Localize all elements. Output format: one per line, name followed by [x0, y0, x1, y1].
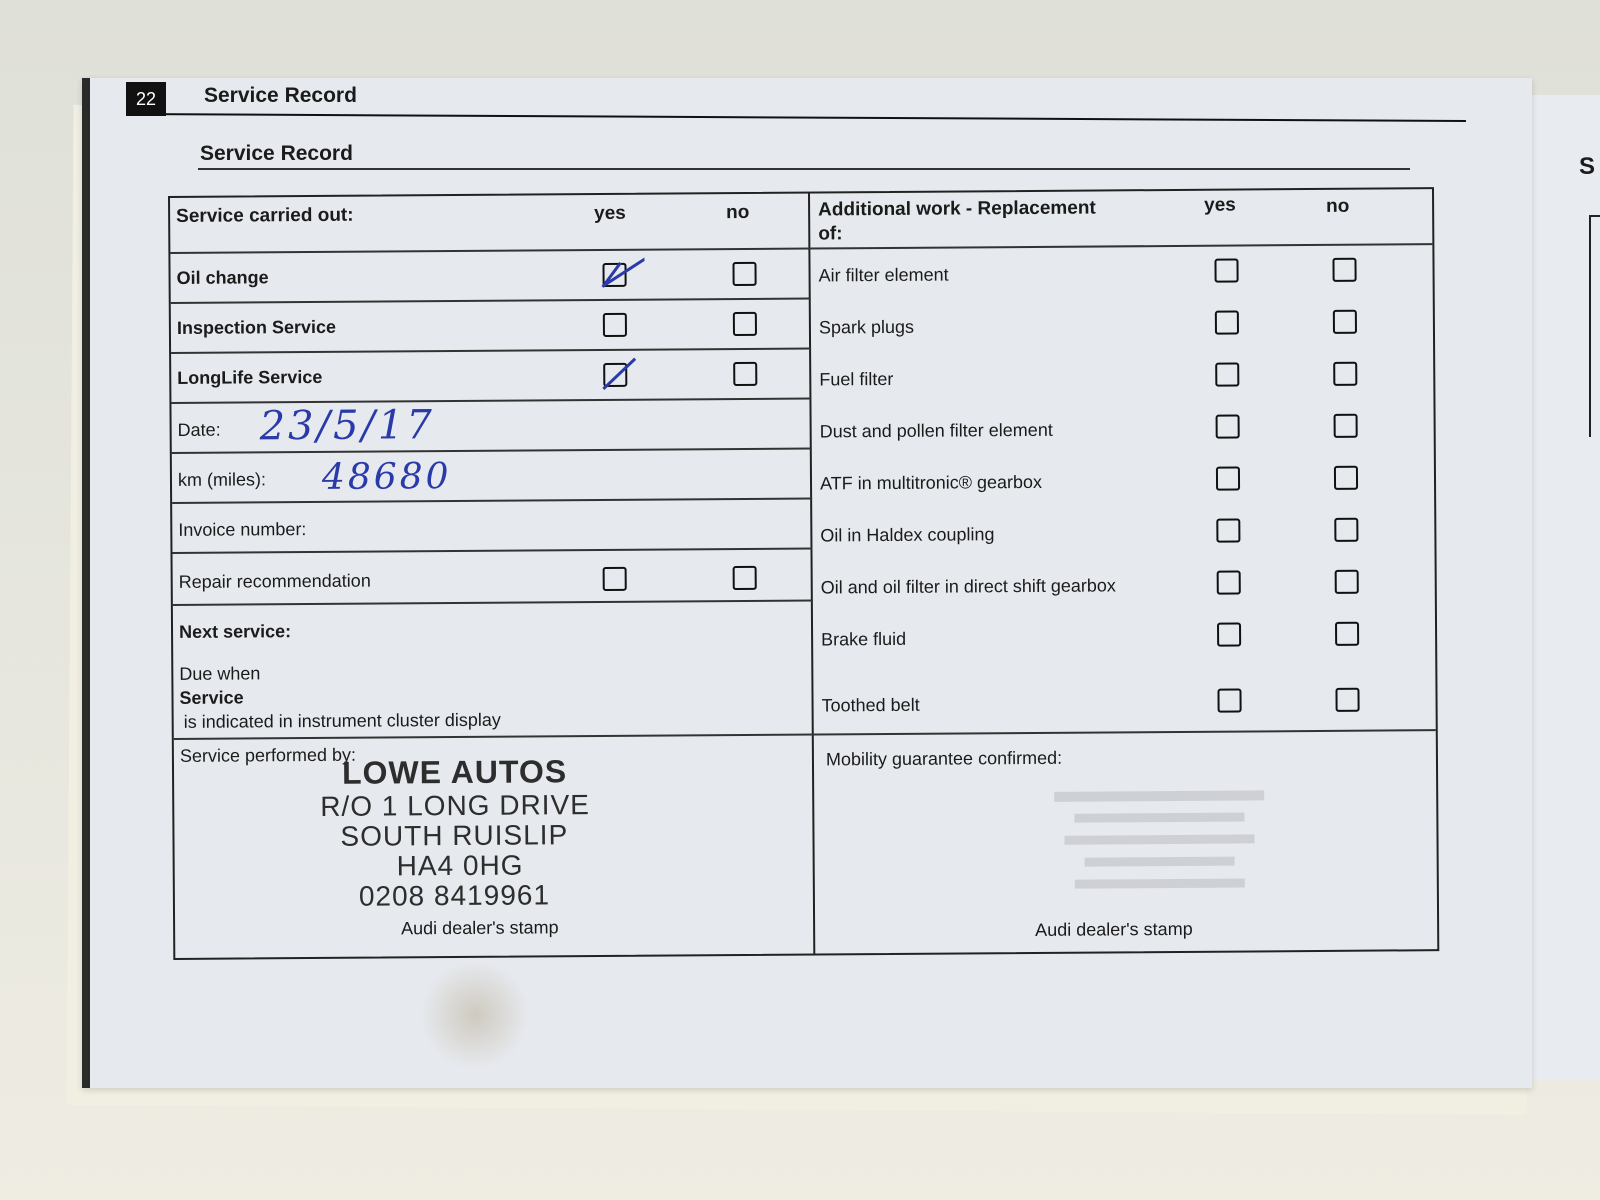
rule	[171, 348, 811, 354]
oil-change-yes-checkbox[interactable]	[602, 263, 626, 287]
page-number: 22	[126, 82, 166, 116]
atf-no-checkbox[interactable]	[1334, 466, 1358, 490]
page-spine	[82, 78, 90, 1088]
stamp-line-3: SOUTH RUISLIP	[340, 819, 569, 852]
item-atf-multitronic: ATF in multitronic® gearbox	[819, 471, 1043, 494]
indicated-label: is indicated in instrument cluster display	[183, 709, 501, 732]
check-mark-icon	[601, 353, 645, 397]
left-header-label: Service carried out:	[176, 204, 354, 227]
item-fuel-filter: Fuel filter	[819, 368, 894, 390]
atf-yes-checkbox[interactable]	[1216, 467, 1240, 491]
left-header-yes: yes	[594, 202, 626, 225]
item-toothed-belt: Toothed belt	[821, 694, 920, 716]
service-form	[168, 187, 1439, 960]
item-dsg-oil: Oil and oil filter in direct shift gearbox	[820, 575, 1116, 598]
item-haldex-oil: Oil in Haldex coupling	[820, 524, 995, 546]
performed-by-label: Service performed by:	[179, 744, 357, 766]
right-header-no: no	[1326, 195, 1350, 217]
due-when-label: Due when	[179, 663, 261, 684]
stamp-line-5: 0208 8419961	[358, 879, 551, 912]
longlife-yes-checkbox[interactable]	[603, 363, 627, 387]
mobility-label: Mobility guarantee confirmed:	[825, 747, 1063, 770]
rule	[170, 248, 810, 254]
section-rule	[198, 168, 1410, 170]
right-stamp-caption: Audi dealer's stamp	[1035, 918, 1193, 940]
right-header-label-2: of:	[818, 223, 843, 245]
item-dust-pollen-filter: Dust and pollen filter element	[819, 419, 1053, 442]
inspection-no-checkbox[interactable]	[733, 312, 757, 336]
inspection-yes-checkbox[interactable]	[603, 313, 627, 337]
right-header-yes: yes	[1204, 194, 1236, 216]
rule	[173, 600, 813, 606]
haldex-no-checkbox[interactable]	[1334, 518, 1358, 542]
stamp-line-2: R/O 1 LONG DRIVE	[320, 789, 590, 822]
service-label: Service	[179, 687, 244, 708]
rule	[172, 548, 812, 554]
dsg-no-checkbox[interactable]	[1335, 570, 1359, 594]
spark-plugs-yes-checkbox[interactable]	[1215, 311, 1239, 335]
brake-fluid-no-checkbox[interactable]	[1335, 622, 1359, 646]
row-label-inspection-service: Inspection Service	[176, 316, 337, 338]
row-label-longlife-service: LongLife Service	[177, 366, 323, 388]
dsg-yes-checkbox[interactable]	[1217, 571, 1241, 595]
header-title: Service Record	[204, 84, 357, 107]
faint-stamp-impression	[1044, 780, 1275, 912]
rule	[172, 498, 812, 504]
left-stamp-caption: Audi dealer's stamp	[401, 917, 559, 939]
stamp-line-1: LOWE AUTOS	[341, 753, 568, 791]
item-brake-fluid: Brake fluid	[821, 628, 907, 650]
rule	[810, 243, 1432, 249]
air-filter-no-checkbox[interactable]	[1332, 258, 1356, 282]
dust-filter-yes-checkbox[interactable]	[1216, 415, 1240, 439]
check-mark-icon	[600, 253, 644, 297]
date-label: Date:	[177, 419, 221, 440]
invoice-label: Invoice number:	[178, 519, 307, 540]
toothed-belt-no-checkbox[interactable]	[1335, 688, 1359, 712]
column-divider	[808, 194, 815, 954]
fuel-filter-no-checkbox[interactable]	[1333, 362, 1357, 386]
longlife-no-checkbox[interactable]	[733, 362, 757, 386]
item-air-filter: Air filter element	[818, 264, 949, 286]
repair-yes-checkbox[interactable]	[603, 567, 627, 591]
rule	[171, 298, 811, 304]
smudge	[420, 960, 530, 1070]
fuel-filter-yes-checkbox[interactable]	[1215, 363, 1239, 387]
haldex-yes-checkbox[interactable]	[1216, 519, 1240, 543]
left-header-no: no	[726, 201, 750, 224]
next-page-title: S	[1579, 153, 1596, 180]
brake-fluid-yes-checkbox[interactable]	[1217, 623, 1241, 647]
repair-no-checkbox[interactable]	[733, 566, 757, 590]
date-value: 23/5/17	[259, 402, 435, 450]
air-filter-yes-checkbox[interactable]	[1214, 259, 1238, 283]
stamp-line-4: HA4 0HG	[396, 849, 524, 882]
toothed-belt-yes-checkbox[interactable]	[1217, 689, 1241, 713]
repair-label: Repair recommendation	[178, 570, 371, 592]
spark-plugs-no-checkbox[interactable]	[1333, 310, 1357, 334]
km-label: km (miles):	[177, 469, 267, 490]
section-title: Service Record	[200, 142, 353, 165]
row-label-oil-change: Oil change	[176, 267, 269, 288]
next-service-title: Next service:	[178, 621, 292, 642]
right-header-label: Additional work - Replacement	[818, 197, 1096, 221]
item-spark-plugs: Spark plugs	[818, 316, 915, 338]
km-value: 48680	[321, 456, 452, 498]
oil-change-no-checkbox[interactable]	[732, 262, 756, 286]
next-page-box	[1589, 215, 1600, 437]
dust-filter-no-checkbox[interactable]	[1334, 414, 1358, 438]
